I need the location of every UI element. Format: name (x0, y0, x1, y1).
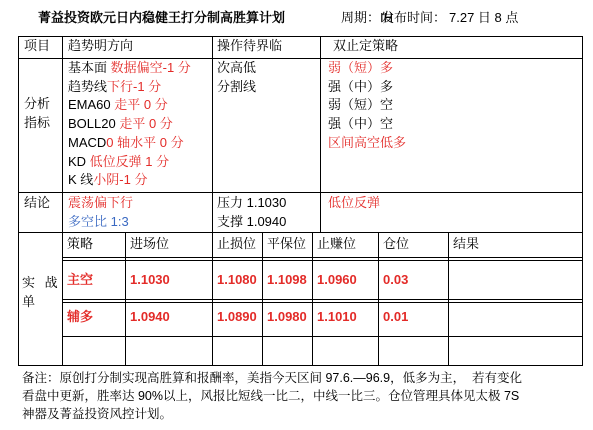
pressure-level: 压力 1.1030 (217, 195, 287, 210)
column-header-strategy: 双止定策略 (333, 38, 399, 53)
indicator-score: 下行-1 分 (107, 78, 162, 94)
order-stop-loss-cell (212, 257, 263, 300)
orders-column-label: 仓位 (383, 236, 410, 251)
order-breakeven-cell (262, 257, 313, 300)
orders-header-stop-loss (212, 232, 263, 258)
analysis-label-line: 分析 (24, 96, 51, 111)
orders-label-line: 单 (22, 293, 36, 309)
order-entry: 1.1030 (130, 272, 170, 287)
operation-item: 分割线 (217, 78, 257, 94)
column-header-operation: 操作待界临 (217, 38, 283, 53)
orders-column-label: 结果 (453, 236, 480, 251)
publish-time-value: 7.27 日 8 点 (449, 10, 519, 25)
indicator-row (68, 115, 212, 134)
long-short-ratio: 多空比 1:3 (68, 213, 129, 229)
indicator-score: 0 轴水平 0 分 (106, 134, 184, 150)
orders-header-position (378, 232, 449, 258)
orders-column-label: 进场位 (130, 236, 170, 251)
strategy-item: 弱（短）空 (328, 97, 394, 113)
indicator-row (68, 96, 212, 115)
indicator-score: 走平 0 分 (114, 97, 168, 113)
order-result-cell (448, 299, 583, 337)
orders-column-label: 策略 (67, 236, 94, 251)
indicator-name: 基本面 (68, 60, 111, 75)
column-header-item: 项目 (24, 38, 51, 53)
indicator-score: 低位反弹 1 分 (89, 153, 170, 169)
indicator-score: 走平 0 分 (119, 116, 173, 132)
orders-header-result (448, 232, 583, 258)
indicator-name: MACD (68, 134, 107, 150)
double-rule (62, 260, 583, 261)
header-cell-operation (212, 36, 321, 59)
empty-order-cell (125, 336, 213, 366)
period-label: 周期：IH (341, 10, 394, 25)
indicator-name: 趋势线 (68, 78, 108, 94)
indicators-cell (62, 58, 213, 193)
order-take-profit-cell (312, 257, 379, 300)
order-position: 0.01 (383, 309, 409, 324)
indicator-score: 数据偏空-1 分 (110, 60, 191, 75)
indicator-name: KD (68, 153, 90, 169)
order-breakeven: 1.1098 (267, 272, 307, 287)
empty-order-cell (62, 336, 126, 366)
strategy-item: 强（中）多 (328, 78, 394, 94)
strategy-item: 弱（短）多 (328, 60, 394, 75)
orders-header-strategy (62, 232, 126, 258)
order-entry-cell (125, 299, 213, 337)
header-cell-item (18, 36, 63, 59)
order-stop-loss: 1.0890 (217, 309, 257, 324)
indicator-row (68, 134, 212, 153)
strategy-cell (320, 58, 583, 193)
conclusion-trend: 震荡偏下行 (68, 195, 134, 210)
strategy-item: 强（中）空 (328, 116, 394, 132)
note-line: 备注：原创打分制实现高胜算和报酬率，美指今天区间 97.6.—96.9，低多为主， 若有变化 (22, 371, 523, 385)
orders-column-label: 平保位 (267, 236, 307, 251)
indicator-name: BOLL20 (68, 116, 120, 132)
order-strategy-cell (62, 299, 126, 337)
order-take-profit: 1.0960 (317, 272, 357, 287)
indicator-row (68, 78, 212, 97)
orders-column-label: 止损位 (217, 236, 257, 251)
order-strategy: 辅多 (67, 309, 94, 324)
indicator-name: EMA60 (68, 97, 115, 113)
order-strategy-cell (62, 257, 126, 300)
header-cell-strategy (320, 36, 583, 59)
conclusion-strategy: 低位反弹 (328, 195, 381, 210)
orders-label-line: 实 战 (22, 275, 58, 290)
conclusion-trend-cell (62, 192, 213, 233)
conclusion-levels-cell (212, 192, 321, 233)
orders-header-entry (125, 232, 213, 258)
orders-label-cell (18, 232, 63, 366)
order-breakeven: 1.0980 (267, 309, 307, 324)
operation-item: 次高低 (217, 60, 257, 75)
indicator-row (68, 153, 212, 172)
operation-cell (212, 58, 321, 193)
orders-header-take-profit (312, 232, 379, 258)
conclusion-strategy-cell (320, 192, 583, 233)
plan-title: 菁益投资欧元日内稳健王打分制高胜算计划 (38, 10, 286, 25)
order-stop-loss-cell (212, 299, 263, 337)
order-entry: 1.0940 (130, 309, 170, 324)
order-stop-loss: 1.1080 (217, 272, 257, 287)
empty-order-cell (378, 336, 449, 366)
indicator-name: K 线 (68, 172, 94, 188)
order-entry-cell (125, 257, 213, 300)
order-take-profit-cell (312, 299, 379, 337)
empty-order-cell (312, 336, 379, 366)
support-level: 支撑 1.0940 (217, 213, 287, 229)
indicator-row (68, 59, 212, 78)
order-take-profit: 1.1010 (317, 309, 357, 324)
note-line: 看盘中更新，胜率达 90%以上，风报比短线一比二，中线一比三。仓位管理具体见太极 7S (22, 389, 520, 403)
empty-order-cell (448, 336, 583, 366)
empty-order-cell (212, 336, 263, 366)
indicator-score: 小阴-1 分 (93, 172, 148, 188)
order-position-cell (378, 257, 449, 300)
conclusion-label-cell (18, 192, 63, 233)
conclusion-label: 结论 (24, 195, 51, 210)
empty-order-cell (262, 336, 313, 366)
indicator-row (68, 171, 212, 190)
strategy-item: 区间高空低多 (328, 134, 407, 150)
orders-column-label: 止赚位 (317, 236, 357, 251)
publish-time-label: 发布时间： (381, 10, 447, 25)
double-rule (62, 302, 583, 303)
order-breakeven-cell (262, 299, 313, 337)
analysis-label-line: 指标 (24, 114, 51, 130)
order-strategy: 主空 (67, 272, 94, 287)
column-header-trend: 趋势明方向 (68, 38, 134, 53)
order-result-cell (448, 257, 583, 300)
orders-header-breakeven (262, 232, 313, 258)
analysis-label-cell (18, 58, 63, 193)
note-line: 神器及菁益投资风控计划。 (22, 407, 173, 421)
order-position-cell (378, 299, 449, 337)
header-cell-trend (62, 36, 213, 59)
order-position: 0.03 (383, 272, 409, 287)
